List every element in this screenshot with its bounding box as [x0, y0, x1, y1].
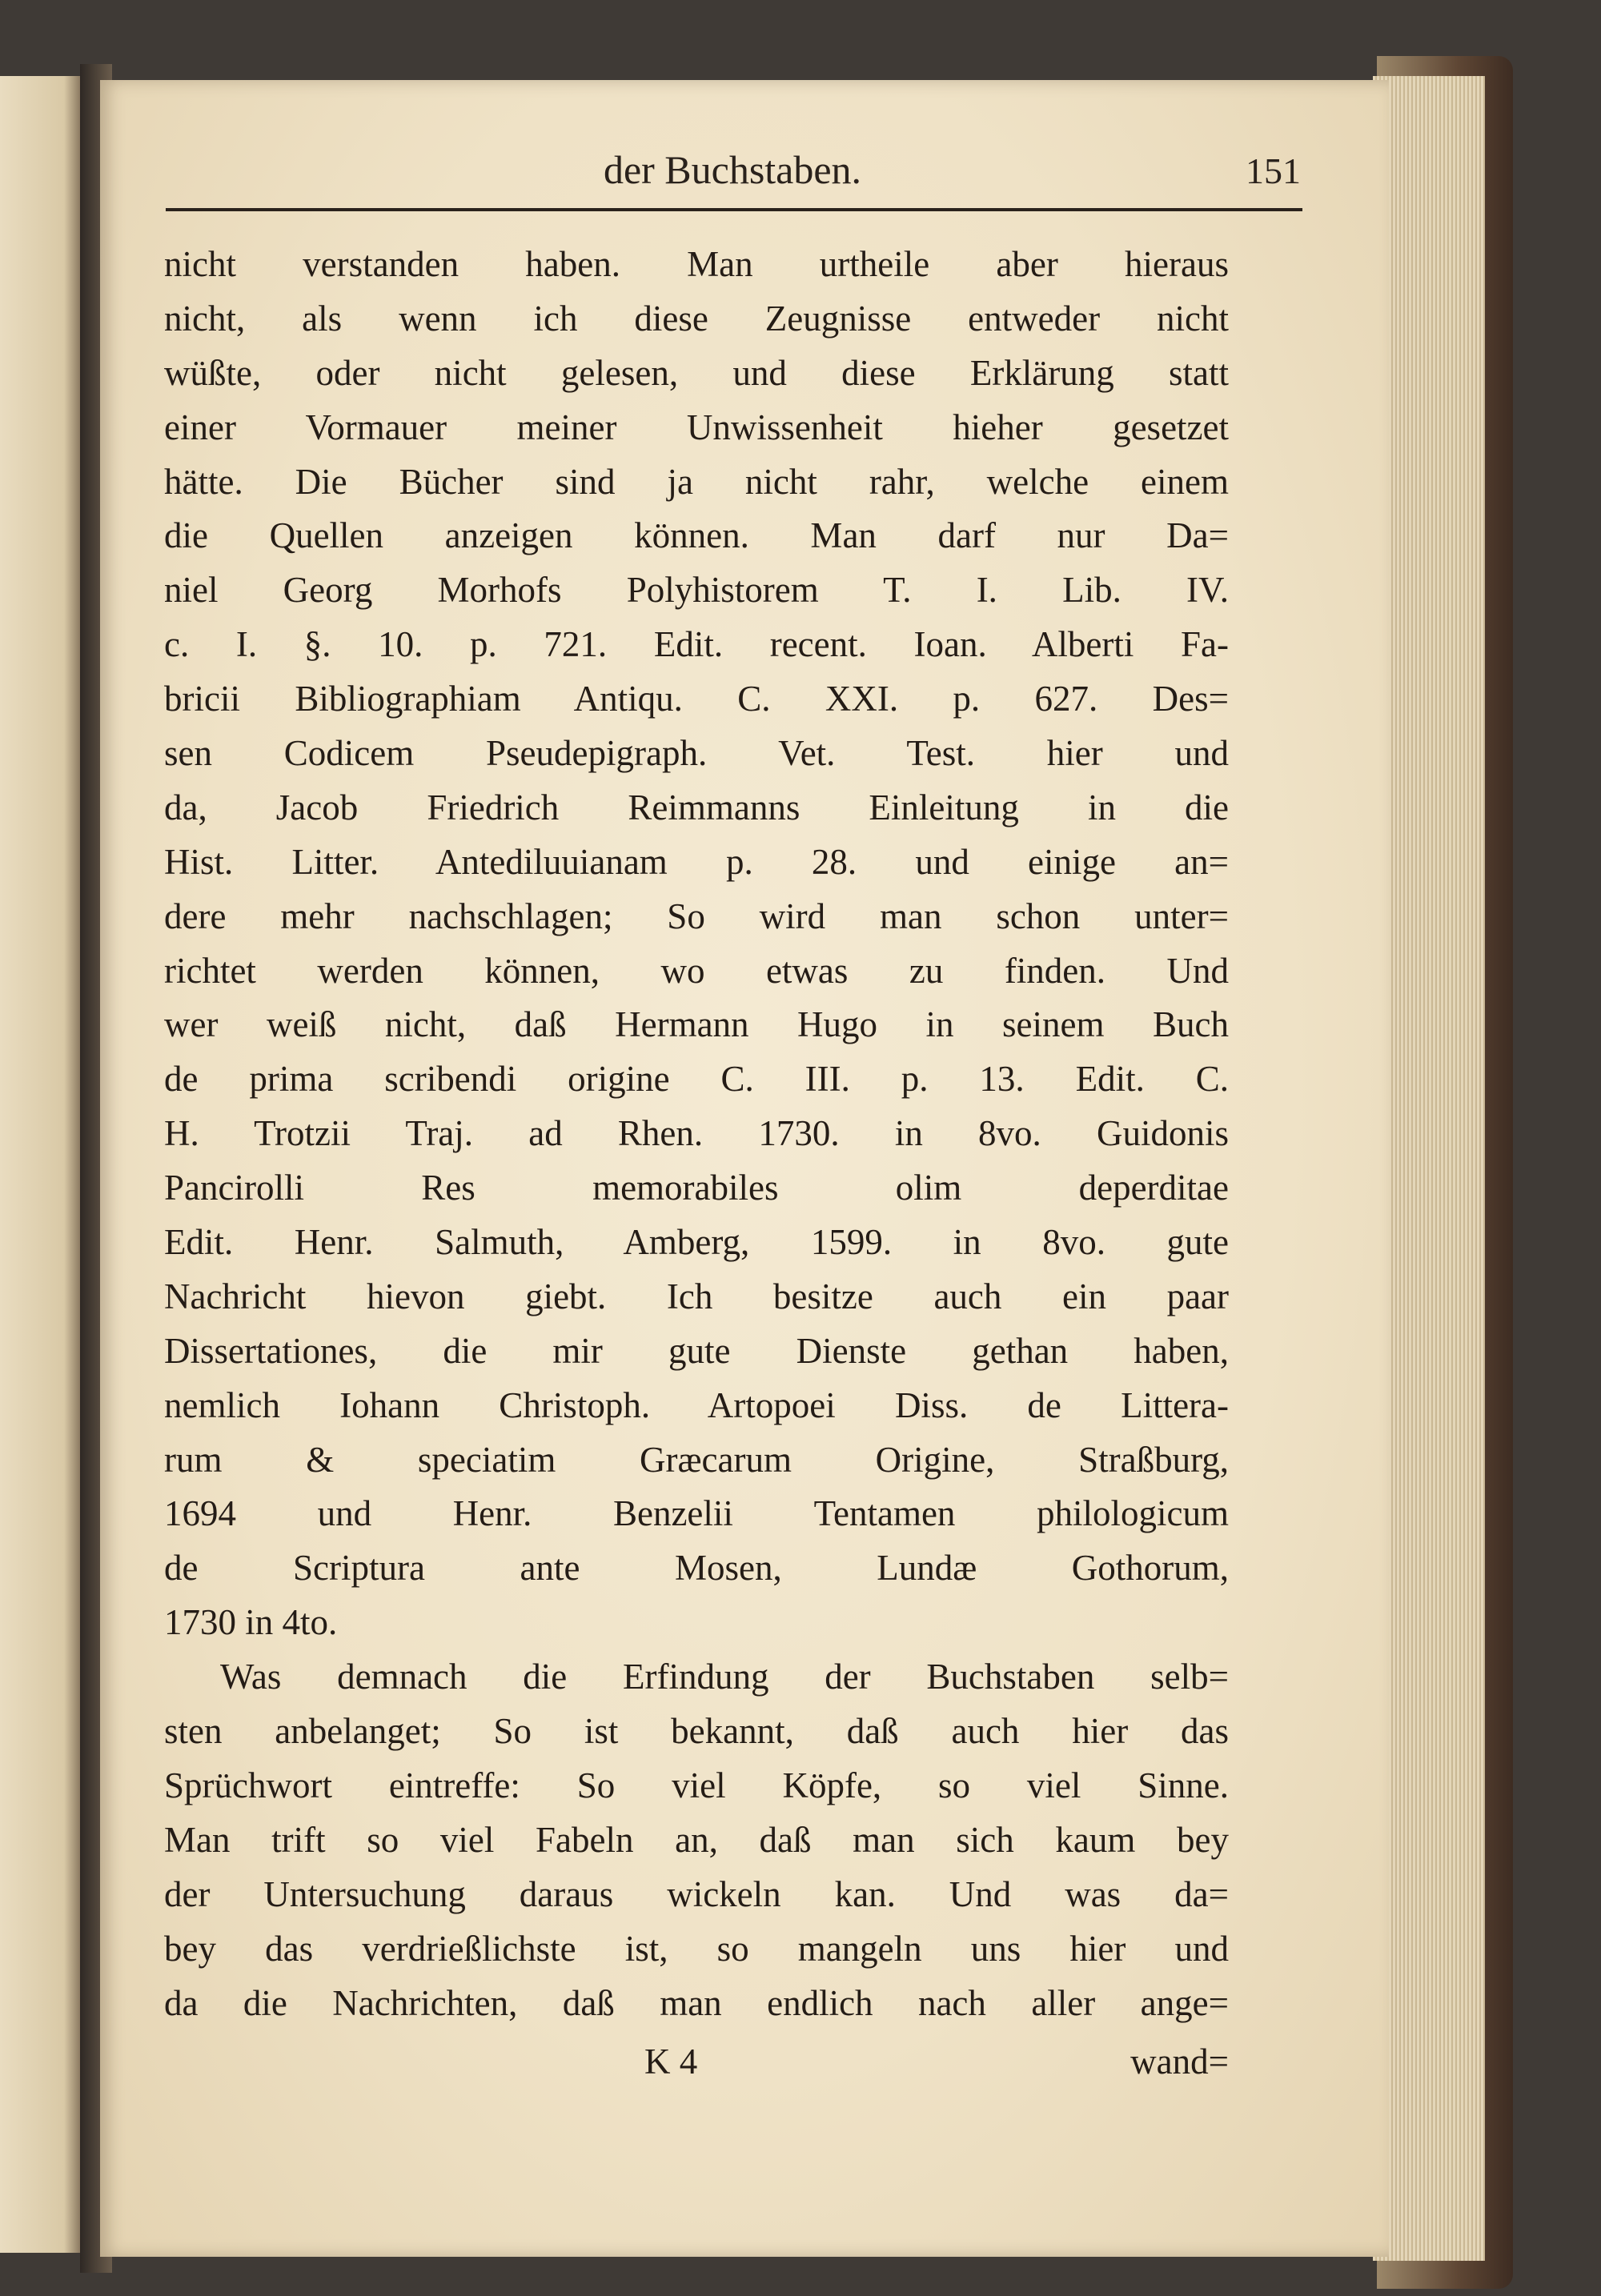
text-line: c. I. §. 10. p. 721. Edit. recent. Ioan. Alberti Fa-	[164, 624, 1229, 665]
text-line: Edit. Henr. Salmuth, Amberg, 1599. in 8vo. gute	[164, 1222, 1229, 1263]
text-line: de prima scribendi origine C. III. p. 13. Edit. C.	[164, 1059, 1229, 1100]
text-line: Nachricht hievon giebt. Ich besitze auch ein paar	[164, 1276, 1229, 1316]
text-line: wüßte, oder nicht gelesen, und diese Erklärung statt	[164, 352, 1229, 393]
text-line: einer Vormauer meiner Unwissenheit hieher gesetzet	[164, 407, 1229, 447]
text-line: da, Jacob Friedrich Reimmanns Einleitung in die	[164, 787, 1229, 827]
text-line: H. Trotzii Traj. ad Rhen. 1730. in 8vo. Guidonis	[164, 1113, 1229, 1154]
text-line: der Untersuchung daraus wickeln kan. Und was da=	[164, 1873, 1229, 1914]
running-title: der Buchstaben.	[603, 147, 862, 192]
signature-mark: K 4	[644, 2042, 698, 2082]
text-line: 1694 und Henr. Benzelii Tentamen philologicum	[164, 1493, 1229, 1534]
text-line: Dissertationes, die mir gute Dienste gethan haben,	[164, 1330, 1229, 1371]
text-line: die Quellen anzeigen können. Man darf nur Da=	[164, 515, 1229, 556]
text-line: bey das verdrießlichste ist, so mangeln uns hier und	[164, 1928, 1229, 1969]
catchword: wand=	[1130, 2042, 1229, 2082]
text-line: sten anbelanget; So ist bekannt, daß auch hier das	[164, 1711, 1229, 1752]
header-rule	[166, 208, 1302, 211]
text-line: Hist. Litter. Antediluuianam p. 28. und einige an=	[164, 841, 1229, 882]
text-line: hätte. Die Bücher sind ja nicht rahr, welche einem	[164, 461, 1229, 502]
text-line: da die Nachrichten, daß man endlich nach aller ange=	[164, 1982, 1229, 2023]
text-line: sen Codicem Pseudepigraph. Vet. Test. hier und	[164, 733, 1229, 774]
text-line: richtet werden können, wo etwas zu finden. Und	[164, 950, 1229, 991]
page-stack-edges	[1373, 76, 1485, 2261]
text-line: de Scriptura ante Mosen, Lundæ Gothorum,	[164, 1548, 1229, 1589]
text-line: nicht, als wenn ich diese Zeugnisse entweder nicht	[164, 298, 1229, 339]
text-line: rum & speciatim Græcarum Origine, Straßburg,	[164, 1439, 1229, 1480]
text-line: dere mehr nachschlagen; So wird man schon unter=	[164, 896, 1229, 936]
text-line: 1730 in 4to.	[164, 1602, 338, 1643]
book-page	[100, 80, 1389, 2257]
text-line: Was demnach die Erfindung der Buchstaben selb=	[220, 1657, 1229, 1697]
running-head	[164, 146, 1301, 202]
text-line: nicht verstanden haben. Man urtheile aber hieraus	[164, 244, 1229, 284]
text-line: bricii Bibliographiam Antiqu. C. XXI. p. 627. Des=	[164, 679, 1229, 719]
text-line: wer weiß nicht, daß Hermann Hugo in seinem Buch	[164, 1004, 1229, 1045]
text-line: Sprüchwort eintreffe: So viel Köpfe, so viel Sinne.	[164, 1765, 1229, 1805]
text-line: Pancirolli Res memorabiles olim deperditae	[164, 1168, 1229, 1208]
page-footer	[164, 2034, 1229, 2089]
page-number: 151	[1246, 150, 1301, 191]
text-line: nemlich Iohann Christoph. Artopoei Diss. de Littera-	[164, 1384, 1229, 1425]
body-text	[164, 238, 1229, 2030]
text-line: Man trift so viel Fabeln an, daß man sich kaum bey	[164, 1819, 1229, 1860]
text-line: niel Georg Morhofs Polyhistorem T. I. Lib. IV.	[164, 570, 1229, 611]
previous-page-edge	[0, 76, 80, 2253]
